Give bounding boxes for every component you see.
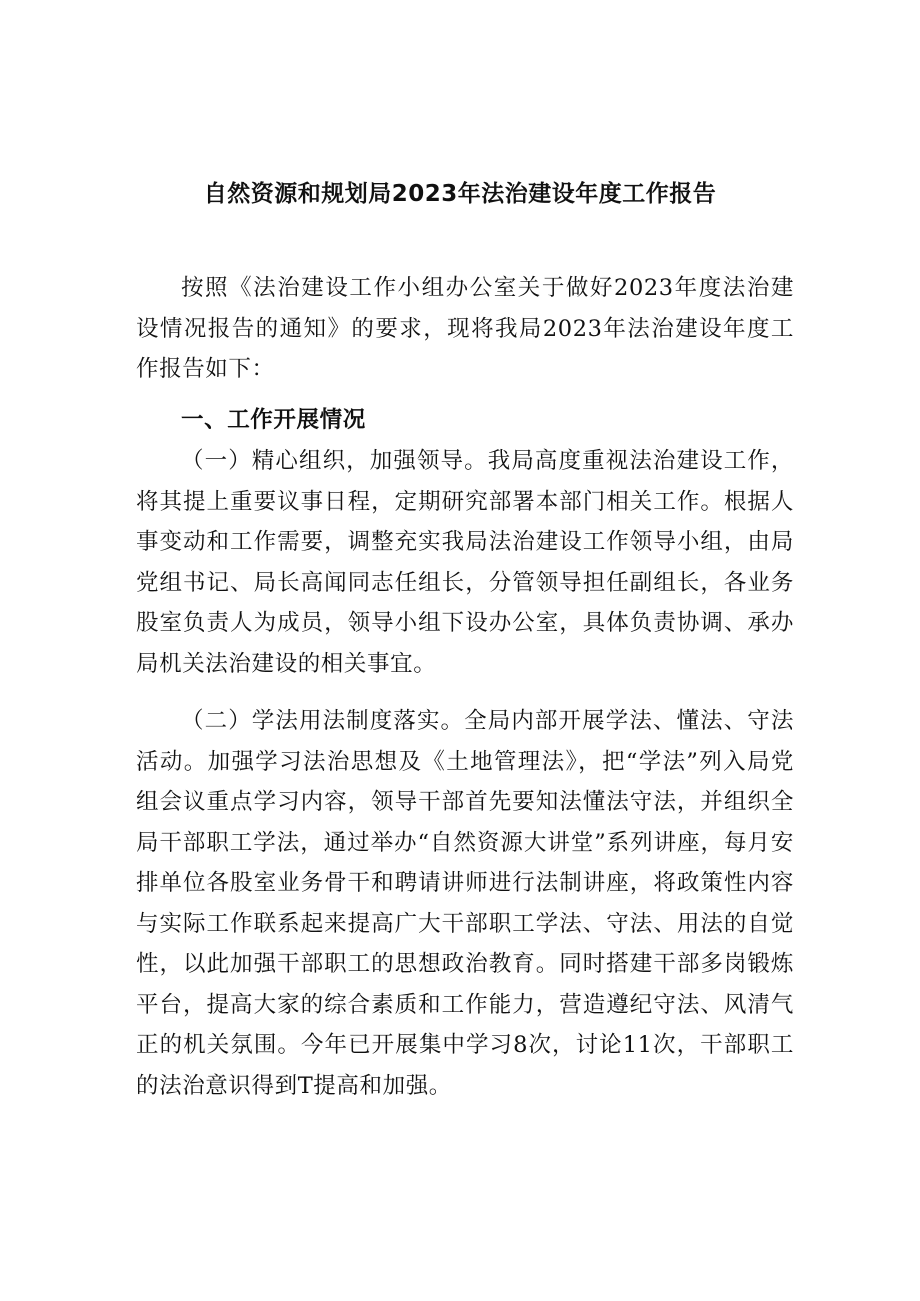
document-title: 自然资源和规划局2023年法治建设年度工作报告 [203, 181, 717, 207]
intro-paragraph: 按照《法治建设工作小组办公室关于做好2023年度法治建设情况报告的通知》的要求，现将我局2023年法治建设年度工作报告如下： [136, 275, 794, 382]
section-heading: 一、工作开展情况 [181, 407, 366, 433]
section-paragraph-2: （二）学法用法制度落实。全局内部开展学法、懂法、守法活动。加强学习法治思想及《土地管理法》，把“学法”列入局党组会议重点学习内容，领导干部首先要知法懂法守法，并组织全局干部职工学法，通过举办“自然资源大讲堂”系列讲座，每月安排单位各股室业务骨干和聘请讲师进行法制讲座，将政策性内容与实际工作联系起来提高广大干部职工学法、守法、用法的自觉性，以此加强干部职工的思想政治教育。同时搭建干部多岗锻炼平台，提高大家的综合素质和工作能力，营造遵纪守法、风清气正的机关氛围。今年已开展集中学习8次，讨论11次，干部职工的法治意识得到T提高和加强。 [136, 708, 794, 1099]
section-paragraph-1: （一）精心组织，加强领导。我局高度重视法治建设工作，将其提上重要议事日程，定期研究部署本部门相关工作。根据人事变动和工作需要，调整充实我局法治建设工作领导小组，由局党组书记、局长高闻同志任组长，分管领导担任副组长，各业务股室负责人为成员，领导小组下设办公室，具体负责协调、承办局机关法治建设的相关事宜。 [136, 448, 794, 677]
